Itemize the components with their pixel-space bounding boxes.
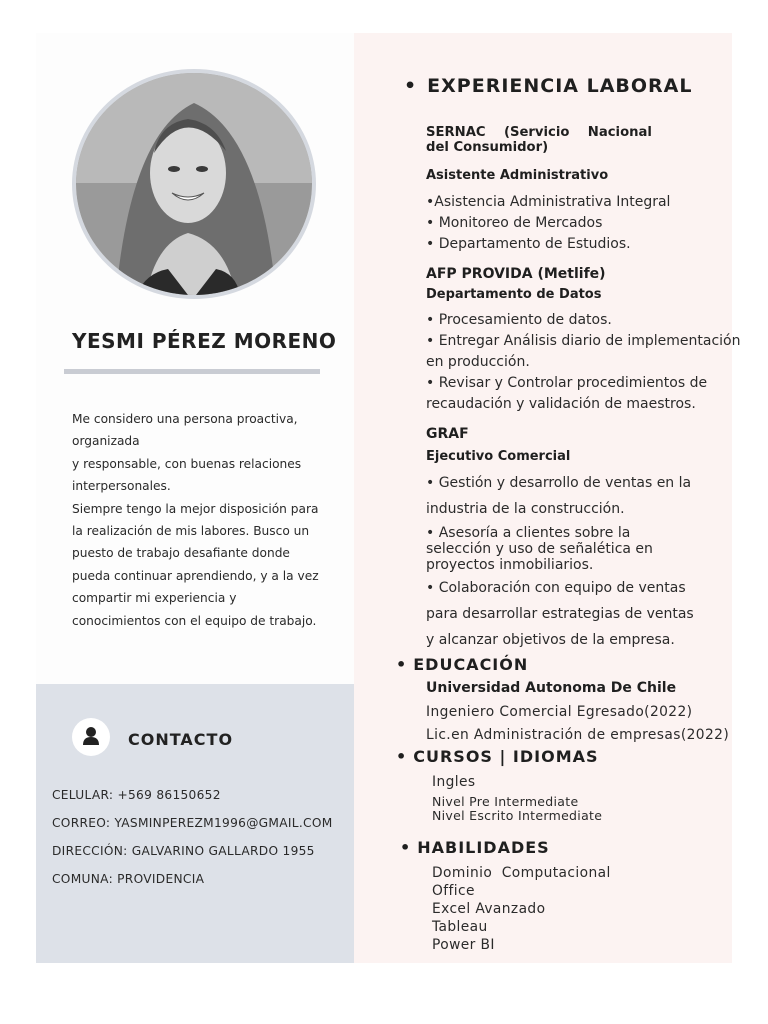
job-duty: para desarrollar estrategias de ventas [426, 606, 694, 622]
heading-bullet: • [404, 75, 418, 97]
right-panel [354, 33, 741, 963]
job-employer: GRAF [426, 426, 469, 442]
job-duty: •Asistencia Administrativa Integral [426, 194, 671, 210]
job-duty: proyectos inmobiliarios. [426, 557, 594, 573]
job-duty: • Entregar Análisis diario de implementación [426, 333, 741, 349]
contact-email: CORREO: YASMINPEREZM1996@GMAIL.COM [52, 816, 333, 830]
contact-commune: COMUNA: PROVIDENCIA [52, 872, 205, 886]
skill-item: Excel Avanzado [432, 901, 546, 917]
job-sernac [426, 125, 726, 255]
job-role: Asistente Administrativo [426, 168, 609, 183]
experience-title: EXPERIENCIA LABORAL [427, 75, 693, 97]
job-employer: AFP PROVIDA (Metlife) [426, 266, 606, 282]
job-employer: SERNAC (Servicio Nacional [426, 125, 652, 140]
profile-line: organizada [72, 434, 140, 449]
job-duty: recaudación y validación de maestros. [426, 396, 696, 412]
contact-list [52, 788, 333, 900]
course-level: Nivel Pre Intermediate [432, 794, 579, 809]
profile-summary [72, 408, 332, 632]
skills-title: HABILIDADES [417, 838, 550, 857]
profile-line: la realización de mis labores. Busco un [72, 524, 310, 539]
courses-block [432, 773, 732, 823]
job-employer: del Consumidor) [426, 140, 549, 155]
contact-phone: CELULAR: +569 86150652 [52, 788, 221, 802]
skill-item: Power BI [432, 937, 495, 953]
education-block [426, 678, 730, 747]
job-graf [426, 424, 726, 653]
contact-panel [36, 684, 354, 963]
contact-title: CONTACTO [128, 730, 234, 749]
profile-line: puesto de trabajo desafiante donde [72, 546, 290, 561]
job-duty: • Revisar y Controlar procedimientos de [426, 375, 708, 391]
profile-line: Me considero una persona proactiva, [72, 412, 298, 426]
education-heading [396, 655, 528, 674]
education-degree: Lic.en Administración de empresas(2022) [426, 727, 730, 743]
resume-page [36, 33, 741, 963]
profile-line: pueda continuar aprendiendo, y a la vez [72, 568, 319, 583]
name-divider [64, 369, 320, 374]
profile-line: interpersonales. [72, 479, 171, 494]
job-duty: • Departamento de Estudios. [426, 236, 631, 252]
job-duty: selección y uso de señalética en [426, 541, 653, 557]
experience-heading [404, 75, 693, 97]
job-duty: y alcanzar objetivos de la empresa. [426, 632, 675, 648]
course-language: Ingles [432, 774, 476, 790]
profile-photo [72, 69, 316, 299]
left-panel [36, 33, 354, 684]
candidate-name: YESMI PÉREZ MORENO [72, 329, 337, 353]
profile-line: Siempre tengo la mejor disposición para [72, 501, 319, 516]
contact-address: DIRECCIÓN: GALVARINO GALLARDO 1955 [52, 844, 315, 858]
education-degree: Ingeniero Comercial Egresado(2022) [426, 704, 693, 720]
person-icon [72, 718, 110, 756]
skill-item: Office [432, 883, 475, 899]
heading-bullet: • [396, 747, 408, 766]
job-duty: • Monitoreo de Mercados [426, 215, 603, 231]
job-duty: • Colaboración con equipo de ventas [426, 580, 686, 596]
job-duty: • Procesamiento de datos. [426, 312, 612, 328]
education-title: EDUCACIÓN [413, 655, 529, 674]
job-role: Departamento de Datos [426, 287, 602, 302]
profile-line: compartir mi experiencia y [72, 591, 237, 606]
job-duty: en producción. [426, 354, 530, 370]
courses-title: CURSOS | IDIOMAS [413, 747, 599, 766]
education-institution: Universidad Autonoma De Chile [426, 680, 677, 696]
skill-item: Tableau [432, 919, 488, 935]
course-level: Nivel Escrito Intermediate [432, 808, 603, 823]
job-afp [426, 264, 741, 415]
job-role: Ejecutivo Comercial [426, 449, 571, 464]
job-duty: industria de la construcción. [426, 501, 625, 517]
profile-line: y responsable, con buenas relaciones [72, 456, 302, 471]
courses-heading [396, 747, 599, 766]
skills-block [432, 864, 732, 954]
heading-bullet: • [396, 655, 408, 674]
skills-heading [400, 838, 550, 857]
profile-line: conocimientos con el equipo de trabajo. [72, 613, 317, 628]
job-duty: • Gestión y desarrollo de ventas en la [426, 475, 692, 491]
skill-item: Dominio Computacional [432, 865, 611, 881]
job-duty: • Asesoría a clientes sobre la [426, 525, 631, 541]
heading-bullet: • [400, 838, 412, 857]
